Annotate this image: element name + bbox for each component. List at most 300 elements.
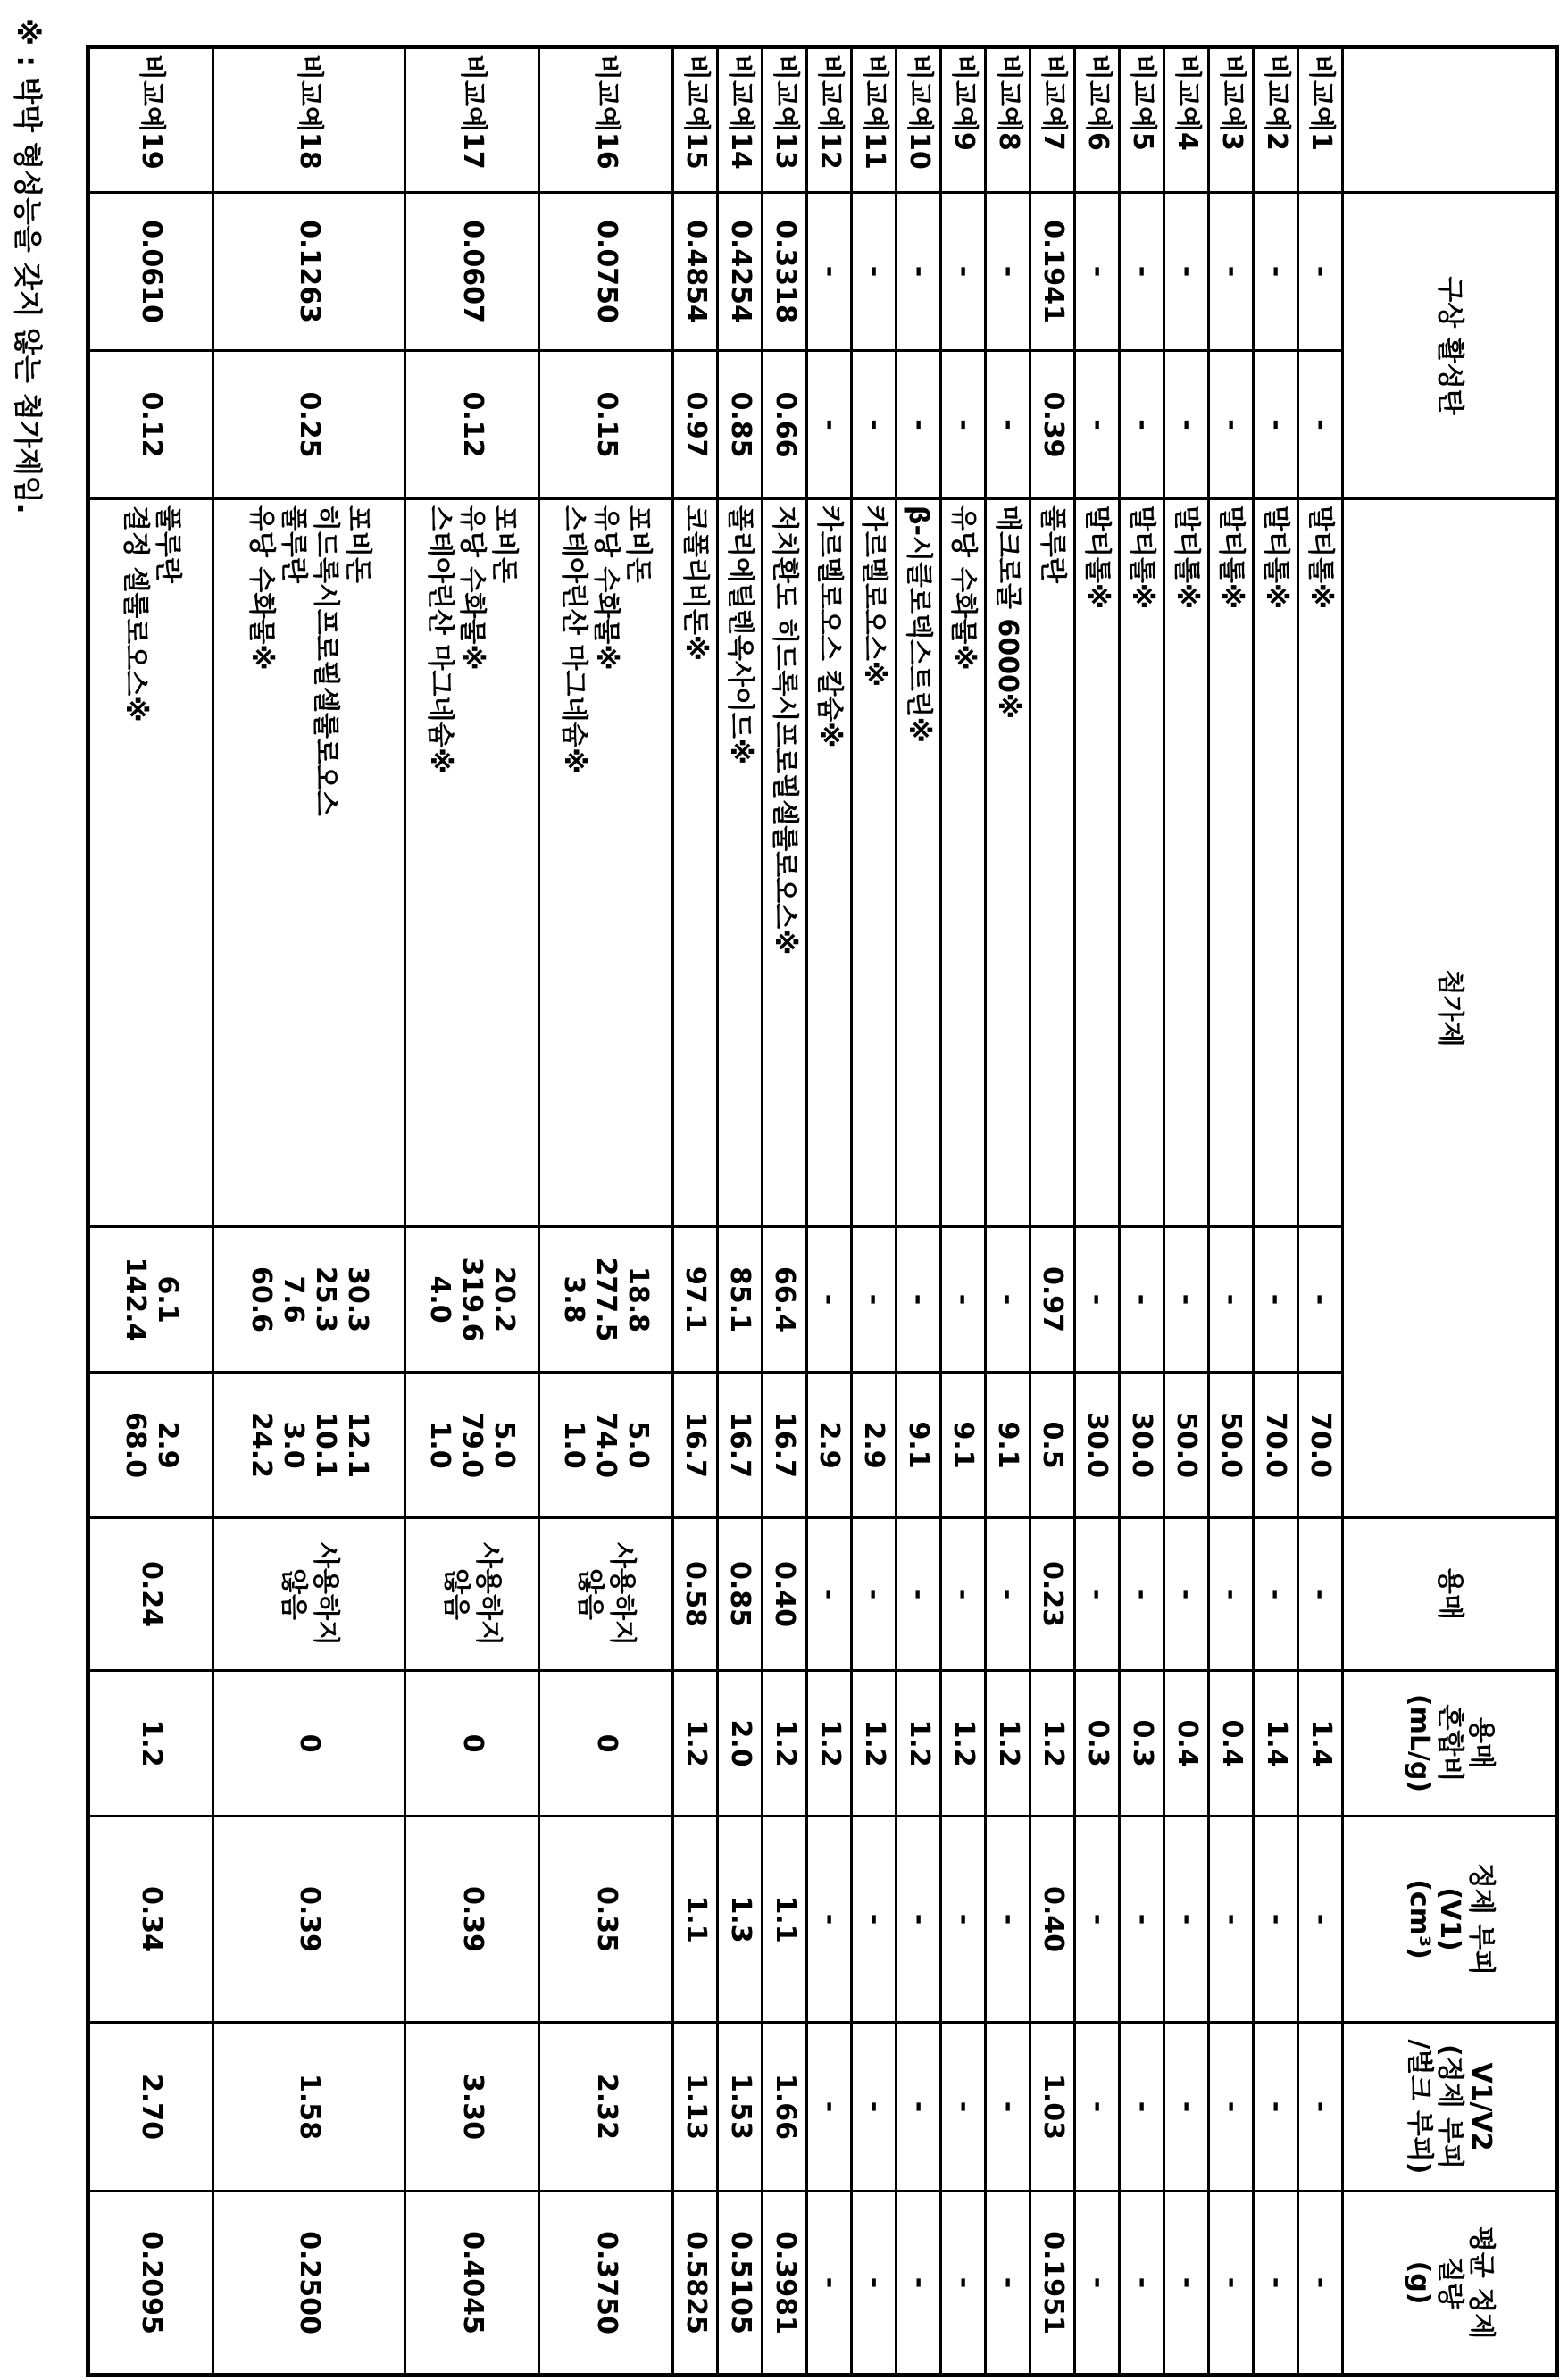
carbon-ratio: [897, 351, 941, 499]
header-line: V1/V2: [1464, 2029, 1496, 2184]
solvent-value: 않음: [574, 1524, 606, 1664]
table-row: [539, 47, 673, 2376]
solvent-value: -: [903, 1524, 935, 1664]
volume-ratio: [405, 2023, 539, 2192]
additive-ratio-value: 68.0: [119, 1379, 151, 1511]
value: 0.3750: [590, 2198, 621, 2367]
value: -: [1171, 2198, 1202, 2367]
value: -: [992, 357, 1023, 492]
additive-amount-value: 7.6: [277, 1233, 309, 1365]
additive-ratio-value: 30.0: [1081, 1379, 1113, 1511]
table-row: [1298, 47, 1343, 2376]
value: 0.4: [1171, 1677, 1202, 1809]
additive-name: 히드록시프로필셀룰로오스: [309, 505, 341, 1220]
value: 1.2: [680, 1677, 711, 1809]
tablet-mass: [763, 2192, 807, 2376]
header-spherical-carbon: 구상 활성탄: [1343, 193, 1557, 499]
additive-amount: [213, 1227, 405, 1373]
value: -: [858, 1823, 889, 2016]
value: 0.66: [769, 357, 800, 492]
value: 1.03: [1037, 2029, 1068, 2184]
additive-ratio: [539, 1373, 673, 1518]
table-row: [1120, 47, 1164, 2376]
additive-amount-value: -: [1171, 1233, 1203, 1365]
value: 0.97: [680, 357, 711, 492]
additive-names: [807, 499, 852, 1227]
value: -: [1305, 2198, 1336, 2367]
additive-amount-value: -: [813, 1233, 846, 1365]
additive-amount-value: 85.1: [724, 1233, 756, 1365]
volume-ratio: [1075, 2023, 1120, 2192]
tablet-volume: [405, 1816, 539, 2023]
carbon-ratio: [763, 351, 807, 499]
tablet-volume: [1030, 1816, 1075, 2023]
value: 0.4854: [680, 199, 711, 344]
header-row: [1343, 47, 1557, 2376]
additive-ratio-value: 16.7: [680, 1379, 712, 1511]
value: -: [1305, 2029, 1336, 2184]
additive-name: 매크로골 6000※: [992, 505, 1024, 1220]
tablet-mass: [986, 2192, 1030, 2376]
additive-names: [897, 499, 941, 1227]
additive-name: 말티톨※: [1081, 505, 1113, 1220]
additive-ratio-value: 2.9: [813, 1379, 846, 1511]
carbon-amount-g: [1164, 193, 1209, 351]
solvent-mix-ratio: [1120, 1671, 1164, 1816]
additive-amount-value: 277.5: [590, 1233, 622, 1365]
additive-amount-value: -: [947, 1233, 980, 1365]
value: 1.4: [1260, 1677, 1291, 1809]
carbon-ratio: [88, 351, 213, 499]
additive-name: 포비돈: [341, 505, 373, 1220]
footnote: ※ : 박막 형성능을 갖지 않는 첨가제임.: [9, 18, 50, 514]
solvent-mix-ratio: [88, 1671, 213, 1816]
value: 0.0750: [590, 199, 621, 344]
tablet-volume: [763, 1816, 807, 2023]
solvent-mix-ratio: [941, 1671, 986, 1816]
solvent-value: -: [1215, 1524, 1247, 1664]
solvent-value: 사용하지: [472, 1524, 505, 1664]
solvent-value: -: [1260, 1524, 1292, 1664]
additive-name: 코폴리비돈※: [680, 505, 712, 1220]
value: -: [1260, 2029, 1291, 2184]
tablet-mass: [941, 2192, 986, 2376]
header-line: (V1): [1434, 1823, 1465, 2016]
table-row: [1254, 47, 1298, 2376]
value: 0: [456, 1677, 488, 1809]
additive-amount-value: 97.1: [680, 1233, 712, 1365]
value: -: [1215, 357, 1247, 492]
additive-ratio: [1075, 1373, 1120, 1518]
value: 1.2: [1037, 1677, 1068, 1809]
row-label-text: 비교예10: [903, 54, 934, 186]
volume-ratio: [213, 2023, 405, 2192]
additive-amount-value: -: [1215, 1233, 1247, 1365]
value: -: [1171, 357, 1202, 492]
additive-amount-value: 30.3: [341, 1233, 373, 1365]
additive-ratio-value: 2.9: [858, 1379, 890, 1511]
value: -: [858, 357, 889, 492]
additive-name: 말티톨※: [1215, 505, 1247, 1220]
row-label-text: 비교예16: [590, 54, 621, 186]
value: -: [1260, 357, 1291, 492]
additive-amount-value: 3.8: [558, 1233, 590, 1365]
value: -: [1126, 2029, 1157, 2184]
carbon-ratio: [941, 351, 986, 499]
value: -: [858, 2029, 889, 2184]
value: 1.2: [136, 1677, 167, 1809]
additive-ratio: [941, 1373, 986, 1518]
volume-ratio: [1254, 2023, 1298, 2192]
value: 2.32: [590, 2029, 621, 2184]
value: 0.85: [724, 357, 755, 492]
additive-names: [88, 499, 213, 1227]
additive-names: [718, 499, 763, 1227]
carbon-ratio: [213, 351, 405, 499]
header-additive: 첨가제: [1343, 499, 1557, 1518]
value: 0.40: [1037, 1823, 1068, 2016]
additive-names: [1209, 499, 1254, 1227]
value: -: [947, 357, 979, 492]
value: 0.2500: [294, 2198, 325, 2367]
solvent-value: 0.40: [769, 1524, 801, 1664]
carbon-amount-g: [1120, 193, 1164, 351]
additive-amount: [1254, 1227, 1298, 1373]
tablet-volume: [673, 1816, 718, 2023]
additive-names: [1075, 499, 1120, 1227]
additive-name: 말티톨※: [1305, 505, 1337, 1220]
additive-name: 포비돈: [488, 505, 521, 1220]
value: 0.4: [1215, 1677, 1247, 1809]
table-row: [213, 47, 405, 2376]
additive-ratio: [718, 1373, 763, 1518]
tablet-mass: [718, 2192, 763, 2376]
tablet-volume: [941, 1816, 986, 2023]
additive-amount: [986, 1227, 1030, 1373]
value: -: [1081, 199, 1113, 344]
additive-ratio-value: 16.7: [769, 1379, 801, 1511]
value: 0.3: [1081, 1677, 1113, 1809]
additive-amount-value: 20.2: [488, 1233, 521, 1365]
value: 0: [590, 1677, 621, 1809]
value: 1.1: [769, 1823, 800, 2016]
row-label: [1075, 47, 1120, 193]
solvent-mix-ratio: [986, 1671, 1030, 1816]
value: -: [1171, 199, 1202, 344]
additive-name: 유당 수화물※: [590, 505, 622, 1220]
solvent-mix-ratio: [1075, 1671, 1120, 1816]
row-label-text: 비교예5: [1126, 54, 1157, 186]
header-line: (mL/g): [1403, 1677, 1434, 1809]
tablet-volume: [807, 1816, 852, 2023]
tablet-mass: [213, 2192, 405, 2376]
header-line: 평균 정제: [1464, 2198, 1496, 2367]
solvent: [941, 1518, 986, 1671]
value: -: [992, 199, 1023, 344]
header-tablet-volume: [1343, 1816, 1557, 2023]
value: 1.58: [294, 2029, 325, 2184]
additive-ratio-value: 3.0: [277, 1379, 309, 1511]
row-label: [1120, 47, 1164, 193]
solvent: [1120, 1518, 1164, 1671]
tablet-mass: [1030, 2192, 1075, 2376]
additive-amount-value: 0.97: [1037, 1233, 1069, 1365]
additive-amount-value: 142.4: [119, 1233, 151, 1365]
value: -: [903, 357, 934, 492]
value: -: [813, 2029, 845, 2184]
tablet-volume: [852, 1816, 897, 2023]
solvent-value: -: [813, 1524, 846, 1664]
solvent-value: -: [1126, 1524, 1158, 1664]
tablet-volume: [539, 1816, 673, 2023]
value: -: [1260, 2198, 1291, 2367]
additive-ratio: [1254, 1373, 1298, 1518]
additive-name: 말티톨※: [1126, 505, 1158, 1220]
value: 0.39: [1037, 357, 1068, 492]
solvent-mix-ratio: [1298, 1671, 1343, 1816]
table-row: [897, 47, 941, 2376]
volume-ratio: [1164, 2023, 1209, 2192]
additive-amount: [1120, 1227, 1164, 1373]
carbon-amount-g: [807, 193, 852, 351]
header-line: 질량: [1434, 2198, 1465, 2367]
value: 1.3: [724, 1823, 755, 2016]
value: -: [1260, 199, 1291, 344]
row-label: [88, 47, 213, 193]
value: 2.0: [724, 1677, 755, 1809]
solvent-mix-ratio: [1164, 1671, 1209, 1816]
value: 1.13: [680, 2029, 711, 2184]
tablet-mass: [1075, 2192, 1120, 2376]
additive-amount-value: 319.6: [456, 1233, 488, 1365]
additive-amount: [852, 1227, 897, 1373]
additive-ratio-value: 10.1: [309, 1379, 341, 1511]
tablet-volume: [1120, 1816, 1164, 2023]
solvent: [213, 1518, 405, 1671]
solvent: [986, 1518, 1030, 1671]
table-row: [88, 47, 213, 2376]
value: -: [947, 2029, 979, 2184]
additive-amount-value: -: [1126, 1233, 1158, 1365]
row-label-text: 비교예11: [858, 54, 889, 186]
row-label: [405, 47, 539, 193]
solvent: [718, 1518, 763, 1671]
additive-names: [941, 499, 986, 1227]
value: 0.39: [456, 1823, 488, 2016]
additive-amount: [941, 1227, 986, 1373]
additive-ratio: [1298, 1373, 1343, 1518]
carbon-ratio: [807, 351, 852, 499]
row-label-text: 비교예9: [947, 54, 979, 186]
additive-amount: [807, 1227, 852, 1373]
value: -: [1126, 357, 1157, 492]
volume-ratio: [986, 2023, 1030, 2192]
volume-ratio: [1298, 2023, 1343, 2192]
additive-name: 말티톨※: [1260, 505, 1292, 1220]
value: -: [992, 2198, 1023, 2367]
additive-ratio: [897, 1373, 941, 1518]
table-body: [88, 47, 1343, 2376]
additive-ratio: [1030, 1373, 1075, 1518]
tablet-mass: [673, 2192, 718, 2376]
value: 3.30: [456, 2029, 488, 2184]
additive-ratio-value: 9.1: [992, 1379, 1024, 1511]
row-label-text: 비교예14: [724, 54, 755, 186]
comparative-examples-table: [86, 45, 1559, 2377]
additive-ratio-value: 50.0: [1215, 1379, 1247, 1511]
solvent: [673, 1518, 718, 1671]
solvent-value: -: [1305, 1524, 1337, 1664]
value: 0.2095: [136, 2198, 167, 2367]
solvent-mix-ratio: [897, 1671, 941, 1816]
carbon-amount-g: [941, 193, 986, 351]
carbon-ratio: [1030, 351, 1075, 499]
additive-amount-value: 25.3: [309, 1233, 341, 1365]
carbon-amount-g: [763, 193, 807, 351]
value: 0.25: [294, 357, 325, 492]
additive-ratio-value: 5.0: [622, 1379, 655, 1511]
additive-name: 폴리에틸렌옥사이드※: [724, 505, 756, 1220]
row-label-text: 비교예13: [769, 54, 800, 186]
carbon-ratio: [852, 351, 897, 499]
additive-amount-value: -: [1081, 1233, 1113, 1365]
value: -: [1081, 2029, 1113, 2184]
table-row: [1209, 47, 1254, 2376]
value: 0.1941: [1037, 199, 1068, 344]
value: -: [1081, 357, 1113, 492]
additive-ratio: [807, 1373, 852, 1518]
value: 0.4045: [456, 2198, 488, 2367]
header-tablet-mass: [1343, 2192, 1557, 2376]
additive-amount-value: 18.8: [622, 1233, 655, 1365]
additive-amount-value: 6.1: [151, 1233, 183, 1365]
solvent-mix-ratio: [1254, 1671, 1298, 1816]
carbon-ratio: [539, 351, 673, 499]
additive-amount-value: -: [903, 1233, 935, 1365]
additive-ratio-value: 0.5: [1037, 1379, 1069, 1511]
additive-amount: [88, 1227, 213, 1373]
carbon-ratio: [1254, 351, 1298, 499]
volume-ratio: [897, 2023, 941, 2192]
solvent-mix-ratio: [1030, 1671, 1075, 1816]
table-row: [941, 47, 986, 2376]
additive-ratio: [1164, 1373, 1209, 1518]
value: 0.12: [456, 357, 488, 492]
row-label: [539, 47, 673, 193]
additive-names: [986, 499, 1030, 1227]
additive-names: [1254, 499, 1298, 1227]
additive-name: 유당 수화물※: [456, 505, 488, 1220]
value: 0.0610: [136, 199, 167, 344]
solvent-value: -: [1171, 1524, 1203, 1664]
row-label-text: 비교예8: [992, 54, 1023, 186]
row-label: [1298, 47, 1343, 193]
additive-name: 저치환도 히드록시프로필셀룰로오스※: [769, 505, 801, 1220]
header-line: 정제 부피: [1464, 1823, 1496, 2016]
value: -: [992, 1823, 1023, 2016]
additive-amount-value: -: [1260, 1233, 1292, 1365]
carbon-amount-g: [1254, 193, 1298, 351]
additive-ratio: [405, 1373, 539, 1518]
solvent-value: 않음: [277, 1524, 309, 1664]
solvent-mix-ratio: [673, 1671, 718, 1816]
additive-amount: [539, 1227, 673, 1373]
carbon-amount-g: [1298, 193, 1343, 351]
row-label: [1164, 47, 1209, 193]
row-label: [718, 47, 763, 193]
tablet-volume: [88, 1816, 213, 2023]
additive-ratio: [1209, 1373, 1254, 1518]
value: 0.5825: [680, 2198, 711, 2367]
solvent-mix-ratio: [852, 1671, 897, 1816]
additive-name: 풀루란: [151, 505, 183, 1220]
value: 1.2: [769, 1677, 800, 1809]
value: 1.1: [680, 1823, 711, 2016]
row-label-text: 비교예18: [294, 54, 325, 186]
row-label-text: 비교예6: [1081, 54, 1113, 186]
solvent: [1254, 1518, 1298, 1671]
value: -: [947, 2198, 979, 2367]
carbon-ratio: [986, 351, 1030, 499]
table-row: [807, 47, 852, 2376]
carbon-amount-g: [718, 193, 763, 351]
carbon-amount-g: [897, 193, 941, 351]
value: -: [1081, 1823, 1113, 2016]
additive-ratio: [88, 1373, 213, 1518]
additive-ratio-value: 70.0: [1305, 1379, 1337, 1511]
tablet-mass: [405, 2192, 539, 2376]
solvent-mix-ratio: [405, 1671, 539, 1816]
additive-ratio-value: 9.1: [947, 1379, 980, 1511]
value: -: [1260, 1823, 1291, 2016]
solvent-value: -: [858, 1524, 890, 1664]
solvent-value: 0.85: [724, 1524, 756, 1664]
volume-ratio: [1120, 2023, 1164, 2192]
table-row: [986, 47, 1030, 2376]
additive-ratio-value: 12.1: [341, 1379, 373, 1511]
solvent-mix-ratio: [763, 1671, 807, 1816]
value: 1.2: [813, 1677, 845, 1809]
row-label-text: 비교예15: [680, 54, 711, 186]
additive-name: 카르멜로오스 칼슘※: [813, 505, 846, 1220]
additive-amount: [763, 1227, 807, 1373]
value: -: [1126, 199, 1157, 344]
additive-ratio-value: 24.2: [245, 1379, 277, 1511]
solvent-value: 0.58: [680, 1524, 712, 1664]
header-volume-ratio: [1343, 2023, 1557, 2192]
value: 1.4: [1305, 1677, 1336, 1809]
tablet-mass: [1164, 2192, 1209, 2376]
value: -: [1171, 1823, 1202, 2016]
additive-name: 스테아린산 마그네슘※: [558, 505, 590, 1220]
carbon-amount-g: [986, 193, 1030, 351]
row-label: [897, 47, 941, 193]
additive-amount: [1075, 1227, 1120, 1373]
value: -: [858, 199, 889, 344]
header-line: 혼합비: [1434, 1677, 1465, 1809]
carbon-ratio: [1209, 351, 1254, 499]
volume-ratio: [718, 2023, 763, 2192]
value: -: [858, 2198, 889, 2367]
additive-ratio-value: 74.0: [590, 1379, 622, 1511]
tablet-volume: [1209, 1816, 1254, 2023]
volume-ratio: [673, 2023, 718, 2192]
value: 0.34: [136, 1823, 167, 2016]
row-label-text: 비교예1: [1305, 54, 1336, 186]
value: 0.3318: [769, 199, 800, 344]
tablet-mass: [897, 2192, 941, 2376]
table-row: [1075, 47, 1120, 2376]
